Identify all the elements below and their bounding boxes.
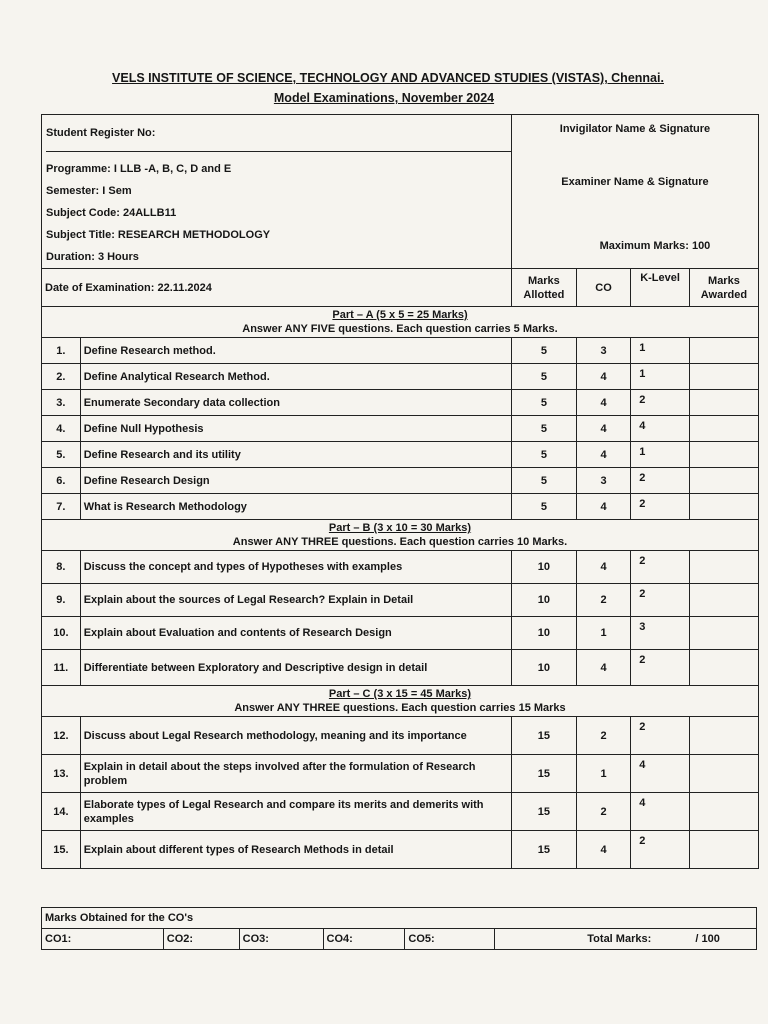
signature-cell xyxy=(511,115,758,269)
question-text: Explain in detail about the steps involved after the formulation of Research problem xyxy=(80,755,511,793)
marks-awarded-cell[interactable] xyxy=(689,831,758,869)
question-co: 4 xyxy=(576,442,630,468)
question-k-level: 1 xyxy=(631,338,690,364)
question-k-level: 4 xyxy=(631,793,690,831)
question-number: 12. xyxy=(42,717,81,755)
question-row xyxy=(42,551,759,584)
question-row xyxy=(42,338,759,364)
question-co: 3 xyxy=(576,468,630,494)
total-marks-label: Total Marks: xyxy=(587,933,652,945)
marks-awarded-cell[interactable] xyxy=(689,584,758,617)
question-k-level: 4 xyxy=(631,416,690,442)
question-co: 4 xyxy=(576,650,630,686)
question-co: 2 xyxy=(576,584,630,617)
question-co: 4 xyxy=(576,416,630,442)
question-paper-table xyxy=(41,114,759,869)
maximum-marks: Maximum Marks: 100 xyxy=(599,240,711,252)
question-marks: 5 xyxy=(511,442,576,468)
part-instruction: Answer ANY THREE questions. Each question carries 15 Marks xyxy=(234,702,566,714)
part-header-cell xyxy=(42,686,759,717)
question-text: Discuss the concept and types of Hypotheses with examples xyxy=(80,551,511,584)
question-k-level: 2 xyxy=(631,390,690,416)
question-text: Define Analytical Research Method. xyxy=(80,364,511,390)
question-number: 4. xyxy=(42,416,81,442)
question-number: 2. xyxy=(42,364,81,390)
co3-field: CO3: xyxy=(239,929,323,950)
student-info-cell xyxy=(42,115,512,269)
semester: Semester: I Sem xyxy=(46,185,132,197)
question-row xyxy=(42,831,759,869)
duration: Duration: 3 Hours xyxy=(46,251,139,263)
programme: Programme: I LLB -A, B, C, D and E xyxy=(46,163,232,175)
part-instruction: Answer ANY THREE questions. Each question carries 10 Marks. xyxy=(232,536,568,548)
question-marks: 10 xyxy=(511,617,576,650)
co-marks-title: Marks Obtained for the CO's xyxy=(42,908,757,929)
question-marks: 15 xyxy=(511,793,576,831)
question-number: 13. xyxy=(42,755,81,793)
total-marks-field xyxy=(495,929,757,950)
marks-awarded-cell[interactable] xyxy=(689,468,758,494)
question-text: Define Null Hypothesis xyxy=(80,416,511,442)
marks-awarded-cell[interactable] xyxy=(689,416,758,442)
question-marks: 10 xyxy=(511,650,576,686)
question-text: Define Research Design xyxy=(80,468,511,494)
co-header: CO xyxy=(576,269,630,307)
question-row xyxy=(42,494,759,520)
co-marks-table xyxy=(41,907,757,950)
part-header-cell xyxy=(42,307,759,338)
question-k-level: 2 xyxy=(631,717,690,755)
question-number: 9. xyxy=(42,584,81,617)
question-text: Explain about different types of Research Methods in detail xyxy=(80,831,511,869)
question-number: 1. xyxy=(42,338,81,364)
marks-awarded-cell[interactable] xyxy=(689,755,758,793)
part-title: Part – C (3 x 15 = 45 Marks) xyxy=(328,688,472,700)
part-header xyxy=(42,307,759,338)
part-title: Part – A (5 x 5 = 25 Marks) xyxy=(332,309,468,321)
question-row xyxy=(42,390,759,416)
question-number: 14. xyxy=(42,793,81,831)
question-k-level: 2 xyxy=(631,468,690,494)
question-marks: 10 xyxy=(511,551,576,584)
question-row xyxy=(42,755,759,793)
question-k-level: 2 xyxy=(631,650,690,686)
question-text: Define Research method. xyxy=(80,338,511,364)
question-number: 8. xyxy=(42,551,81,584)
question-co: 2 xyxy=(576,717,630,755)
examiner-label: Examiner Name & Signature xyxy=(561,176,709,188)
exam-title: Model Examinations, November 2024 xyxy=(273,91,495,105)
question-text: Define Research and its utility xyxy=(80,442,511,468)
question-row xyxy=(42,468,759,494)
question-co: 3 xyxy=(576,338,630,364)
question-number: 10. xyxy=(42,617,81,650)
question-k-level: 1 xyxy=(631,364,690,390)
co2-field: CO2: xyxy=(163,929,239,950)
question-k-level: 2 xyxy=(631,494,690,520)
question-text: Enumerate Secondary data collection xyxy=(80,390,511,416)
part-header xyxy=(42,686,759,717)
question-text: What is Research Methodology xyxy=(80,494,511,520)
question-co: 1 xyxy=(576,755,630,793)
question-marks: 15 xyxy=(511,717,576,755)
co1-field: CO1: xyxy=(42,929,164,950)
marks-awarded-cell[interactable] xyxy=(689,717,758,755)
total-out-of: / 100 xyxy=(695,933,720,945)
question-row xyxy=(42,416,759,442)
question-marks: 15 xyxy=(511,831,576,869)
marks-awarded-cell[interactable] xyxy=(689,650,758,686)
part-title: Part – B (3 x 10 = 30 Marks) xyxy=(328,522,472,534)
marks-awarded-cell[interactable] xyxy=(689,793,758,831)
question-marks: 5 xyxy=(511,390,576,416)
part-header xyxy=(42,520,759,551)
question-number: 15. xyxy=(42,831,81,869)
marks-awarded-cell[interactable] xyxy=(689,338,758,364)
marks-awarded-cell[interactable] xyxy=(689,390,758,416)
invigilator-label: Invigilator Name & Signature xyxy=(559,123,711,135)
question-number: 7. xyxy=(42,494,81,520)
question-co: 2 xyxy=(576,793,630,831)
exam-date: Date of Examination: 22.11.2024 xyxy=(42,269,512,307)
question-number: 5. xyxy=(42,442,81,468)
question-row xyxy=(42,584,759,617)
question-text: Explain about Evaluation and contents of Research Design xyxy=(80,617,511,650)
student-register-label: Student Register No: xyxy=(46,115,511,152)
question-co: 4 xyxy=(576,551,630,584)
question-row xyxy=(42,717,759,755)
marks-awarded-cell[interactable] xyxy=(689,494,758,520)
k-level-header: K-Level xyxy=(631,269,690,307)
co5-field: CO5: xyxy=(405,929,495,950)
question-text: Explain about the sources of Legal Research? Explain in Detail xyxy=(80,584,511,617)
question-marks: 10 xyxy=(511,584,576,617)
question-row xyxy=(42,442,759,468)
question-marks: 5 xyxy=(511,494,576,520)
question-row xyxy=(42,650,759,686)
question-row xyxy=(42,793,759,831)
question-text: Differentiate between Exploratory and Descriptive design in detail xyxy=(80,650,511,686)
question-marks: 5 xyxy=(511,416,576,442)
marks-awarded-cell[interactable] xyxy=(689,551,758,584)
marks-awarded-cell[interactable] xyxy=(689,617,758,650)
question-k-level: 2 xyxy=(631,551,690,584)
co4-field: CO4: xyxy=(323,929,405,950)
marks-awarded-header: Marks Awarded xyxy=(689,269,758,307)
question-number: 11. xyxy=(42,650,81,686)
question-k-level: 1 xyxy=(631,442,690,468)
part-instruction: Answer ANY FIVE questions. Each question carries 5 Marks. xyxy=(242,323,558,335)
question-co: 4 xyxy=(576,831,630,869)
question-marks: 5 xyxy=(511,468,576,494)
marks-allotted-header: Marks Allotted xyxy=(511,269,576,307)
question-co: 1 xyxy=(576,617,630,650)
question-k-level: 2 xyxy=(631,831,690,869)
question-row xyxy=(42,617,759,650)
marks-awarded-cell[interactable] xyxy=(689,364,758,390)
institute-name: VELS INSTITUTE OF SCIENCE, TECHNOLOGY AND ADVANCED STUDIES (VISTAS), Chennai. xyxy=(112,71,664,85)
question-text: Discuss about Legal Research methodology, meaning and its importance xyxy=(80,717,511,755)
question-co: 4 xyxy=(576,494,630,520)
question-k-level: 2 xyxy=(631,584,690,617)
question-text: Elaborate types of Legal Research and compare its merits and demerits with examples xyxy=(80,793,511,831)
marks-awarded-cell[interactable] xyxy=(689,442,758,468)
question-marks: 5 xyxy=(511,364,576,390)
part-header-cell xyxy=(42,520,759,551)
question-marks: 5 xyxy=(511,338,576,364)
question-k-level: 3 xyxy=(631,617,690,650)
question-co: 4 xyxy=(576,390,630,416)
question-k-level: 4 xyxy=(631,755,690,793)
question-row xyxy=(42,364,759,390)
question-co: 4 xyxy=(576,364,630,390)
question-number: 6. xyxy=(42,468,81,494)
question-marks: 15 xyxy=(511,755,576,793)
question-number: 3. xyxy=(42,390,81,416)
exam-header xyxy=(0,68,768,108)
subject-code: Subject Code: 24ALLB11 xyxy=(46,207,177,219)
subject-title: Subject Title: RESEARCH METHODOLOGY xyxy=(46,229,271,241)
